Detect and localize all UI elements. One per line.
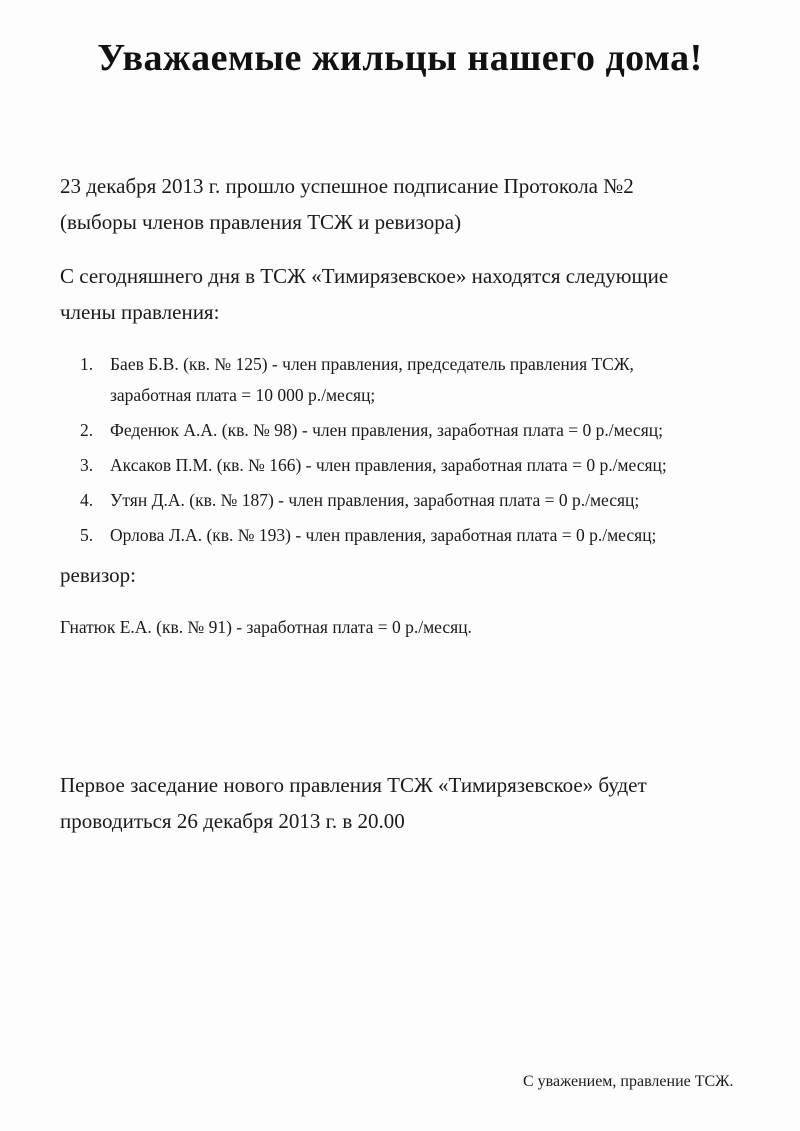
list-item-number: 4. (80, 490, 94, 510)
list-item-line: Утян Д.А. (кв. № 187) - член правления, заработная плата = 0 р./месяц; (110, 490, 640, 510)
auditor-entry: Гнатюк Е.А. (кв. № 91) - заработная плата = 0 р./месяц. (60, 617, 472, 637)
list-item-line: Баев Б.В. (кв. № 125) - член правления, председатель правления ТСЖ, (110, 354, 634, 374)
meeting-announcement-line-1: Первое заседание нового правления ТСЖ «Тимирязевское» будет (60, 773, 647, 797)
list-item-line: Аксаков П.М. (кв. № 166) - член правления, заработная плата = 0 р./месяц; (110, 455, 667, 475)
list-item-line: заработная плата = 10 000 р./месяц; (110, 385, 376, 405)
list-item-text (110, 485, 780, 516)
board-intro-line-1: С сегодняшнего дня в ТСЖ «Тимирязевское» находятся следующие (60, 264, 669, 288)
protocol-announcement (60, 168, 760, 240)
notice-title: Уважаемые жильцы нашего дома! (97, 37, 703, 79)
list-item (80, 349, 780, 411)
board-members-list (80, 349, 780, 555)
board-intro-line-2: члены правления: (60, 300, 220, 324)
protocol-announcement-line-1: 23 декабря 2013 г. прошло успешное подписание Протокола №2 (60, 174, 634, 198)
list-item-line: Орлова Л.А. (кв. № 193) - член правления, заработная плата = 0 р./месяц; (110, 525, 657, 545)
list-item-number: 3. (80, 455, 94, 475)
signature: С уважением, правление ТСЖ. (523, 1073, 734, 1090)
list-item (80, 415, 780, 446)
list-item-text (110, 520, 780, 551)
list-item-text (110, 415, 780, 446)
meeting-announcement (60, 767, 760, 839)
list-item (80, 520, 780, 551)
auditor-heading: ревизор: (60, 563, 136, 587)
list-item-number: 2. (80, 420, 94, 440)
list-item-text (110, 349, 780, 411)
list-item-number: 5. (80, 525, 94, 545)
list-item-line: Феденюк А.А. (кв. № 98) - член правления, заработная плата = 0 р./месяц; (110, 420, 663, 440)
list-item-number: 1. (80, 354, 94, 374)
list-item (80, 450, 780, 481)
meeting-announcement-line-2: проводиться 26 декабря 2013 г. в 20.00 (60, 809, 405, 833)
board-intro (60, 258, 760, 330)
protocol-announcement-line-2: (выборы членов правления ТСЖ и ревизора) (60, 210, 462, 234)
list-item (80, 485, 780, 516)
list-item-text (110, 450, 780, 481)
